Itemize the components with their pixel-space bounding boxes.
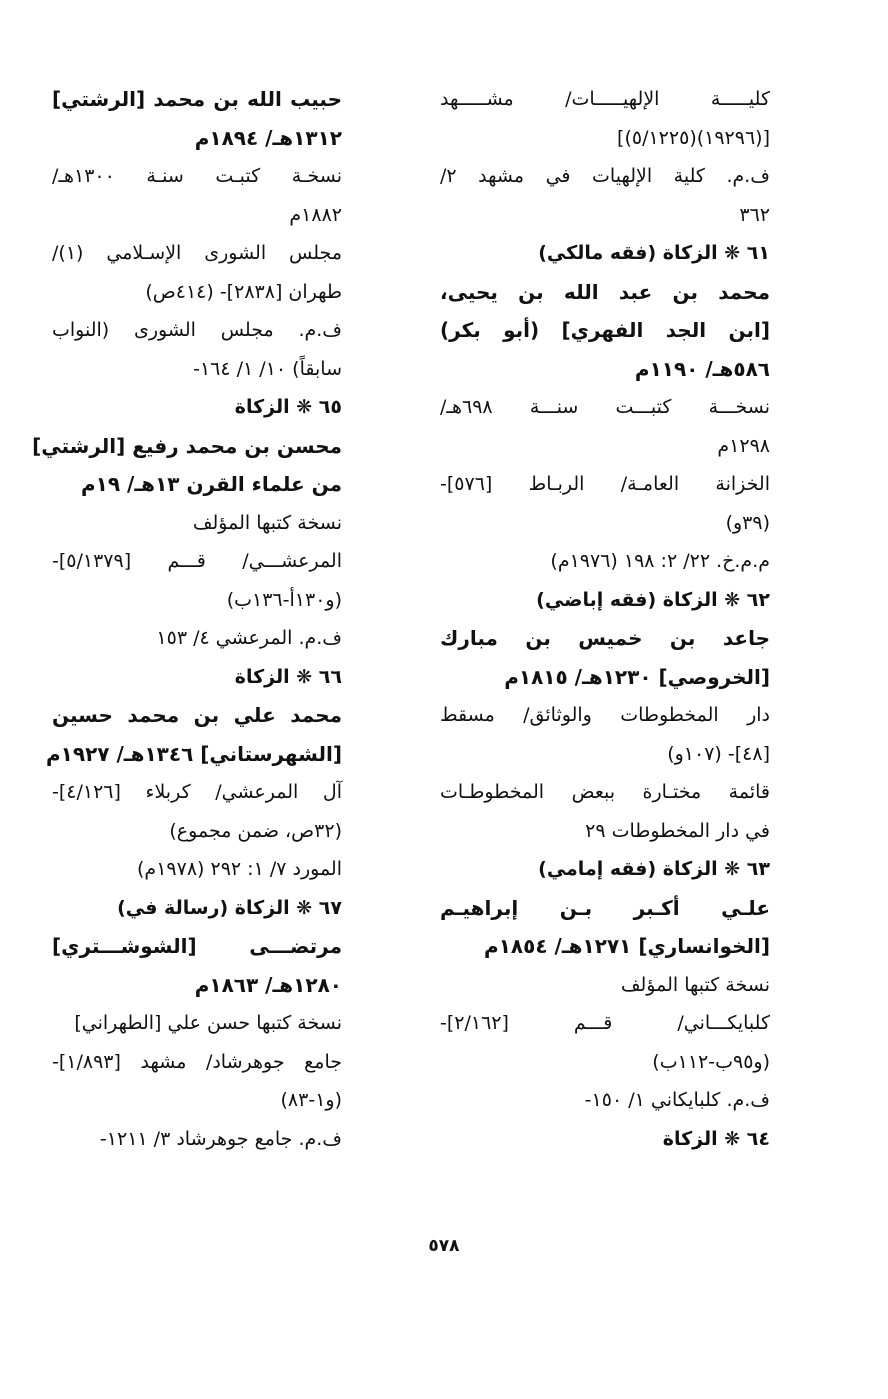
entry-heading: ٦١ ❋ الزكاة (فقه مالكي) bbox=[538, 242, 770, 264]
text-line: نسخة كتبها حسن علي [الطهراني] bbox=[74, 1012, 342, 1034]
entry-heading: ٦٣ ❋ الزكاة (فقه إمامي) bbox=[538, 858, 770, 880]
text-line: نسخـــة كتبـــت سنـــة ٦٩٨هـ/ bbox=[440, 396, 770, 418]
text-line: ف.م. جامع جوهرشاد ٣/ ١٢١١- bbox=[99, 1127, 342, 1150]
text-line: محمد بن عبد الله بن يحيى، bbox=[440, 279, 770, 304]
text-line: نسخة كتبها المؤلف bbox=[620, 973, 770, 996]
text-line: المورد ٧/ ١: ٢٩٢ (١٩٧٨م) bbox=[137, 858, 342, 880]
text-line: [الخوانساري] ١٢٧١هـ/ ١٨٥٤م bbox=[484, 934, 770, 958]
text-line: ١٢٨٠هـ/ ١٨٦٣م bbox=[194, 972, 342, 997]
text-line: محسن بن محمد رفيع [الرشتي] bbox=[32, 433, 342, 458]
text-line: (و١٣٠أ-١٣٦ب) bbox=[226, 588, 342, 611]
text-line: (٣٢ص، ضمن مجموع) bbox=[169, 819, 342, 842]
text-line: (و٩٥ب-١١٢ب) bbox=[652, 1050, 770, 1073]
text-line: ف.م. مجلس الشورى (النواب bbox=[52, 319, 342, 341]
text-line: ١٢٩٨م bbox=[717, 434, 770, 457]
entry-heading: ٦٥ ❋ الزكاة bbox=[234, 396, 342, 418]
text-line: [ابن الجد الفهري] (أبو بكر) bbox=[440, 318, 770, 342]
text-line: (و١-٨٣) bbox=[280, 1089, 342, 1111]
text-line: في دار المخطوطات ٢٩ bbox=[585, 819, 770, 842]
text-line: (٣٩و) bbox=[725, 511, 770, 534]
text-line: محمد علي بن محمد حسين bbox=[52, 703, 342, 727]
page-number: ٥٧٨ bbox=[428, 1236, 460, 1256]
text-line: دار المخطوطات والوثائق/ مسقط bbox=[440, 704, 770, 726]
left-column bbox=[32, 80, 342, 1158]
text-line: الخزانة العامـة/ الربـاط [٥٧٦]- bbox=[440, 473, 770, 495]
text-line: نسخـة كتبـت سنـة ١٣٠٠هـ/ bbox=[52, 165, 342, 187]
text-line: قائمة مختـارة ببعض المخطوطـات bbox=[440, 781, 770, 803]
text-line: ف.م. المرعشي ٤/ ١٥٣ bbox=[156, 627, 342, 649]
text-line: نسخة كتبها المؤلف bbox=[192, 511, 342, 534]
text-line: كليـــــة الإلهيـــــات/ مشـــــهد bbox=[440, 88, 770, 110]
text-line: مرتضـــى [الشوشـــتري] bbox=[52, 934, 342, 958]
text-line: جاعد بن خميس بن مبارك bbox=[440, 626, 770, 650]
text-line: من علماء القرن ١٣هـ/ ١٩م bbox=[80, 472, 342, 496]
text-line: ١٣١٢هـ/ ١٨٩٤م bbox=[194, 125, 342, 150]
text-line: ف.م. كلية الإلهيات في مشهد ٢/ bbox=[440, 165, 770, 187]
text-line: م.م.خ. ٢٢/ ٢: ١٩٨ (١٩٧٦م) bbox=[550, 550, 770, 572]
text-line: مجلس الشورى الإسـلامي (١)/ bbox=[52, 242, 342, 264]
text-line: طهران [٢٨٣٨]- (٤١٤ص) bbox=[145, 280, 342, 303]
text-line: [(١٩٢٩٦)(٥/١٢٢٥)] bbox=[617, 126, 770, 149]
text-line: جامع جوهرشاد/ مشهد [١/٨٩٣]- bbox=[52, 1050, 342, 1073]
entry-heading: ٦٦ ❋ الزكاة bbox=[234, 665, 342, 688]
text-line: [الخروصي] ١٢٣٠هـ/ ١٨١٥م bbox=[504, 664, 770, 689]
text-line: سابقاً) ١٠/ ١/ ١٦٤- bbox=[193, 357, 342, 380]
entry-heading: ٦٢ ❋ الزكاة (فقه إباضي) bbox=[536, 588, 770, 611]
entry-heading: ٦٤ ❋ الزكاة bbox=[662, 1127, 770, 1150]
right-column bbox=[440, 80, 770, 1158]
text-line: ١٨٨٢م bbox=[289, 203, 342, 226]
text-line: علـي أكـبر بـن إبراهيـم bbox=[440, 895, 770, 920]
text-line: [٤٨]- (١٠٧و) bbox=[667, 742, 770, 765]
entry-heading: ٦٧ ❋ الزكاة (رسالة في) bbox=[117, 896, 342, 919]
text-line: ف.م. كلبايكاني ١/ ١٥٠- bbox=[584, 1089, 770, 1111]
text-line: المرعشـــي/ قـــم [٥/١٣٧٩]- bbox=[52, 550, 342, 572]
text-line: [الشهرستاني] ١٣٤٦هـ/ ١٩٢٧م bbox=[45, 741, 342, 766]
text-line: ٣٦٢ bbox=[739, 203, 770, 226]
text-line: آل المرعشي/ كربلاء [٤/١٢٦]- bbox=[52, 781, 342, 803]
text-line: ٥٨٦هـ/ ١١٩٠م bbox=[634, 356, 770, 381]
text-line: حبيب الله بن محمد [الرشتي] bbox=[52, 87, 342, 111]
text-line: كلبايكـــاني/ قـــم [٢/١٦٢]- bbox=[440, 1012, 770, 1034]
